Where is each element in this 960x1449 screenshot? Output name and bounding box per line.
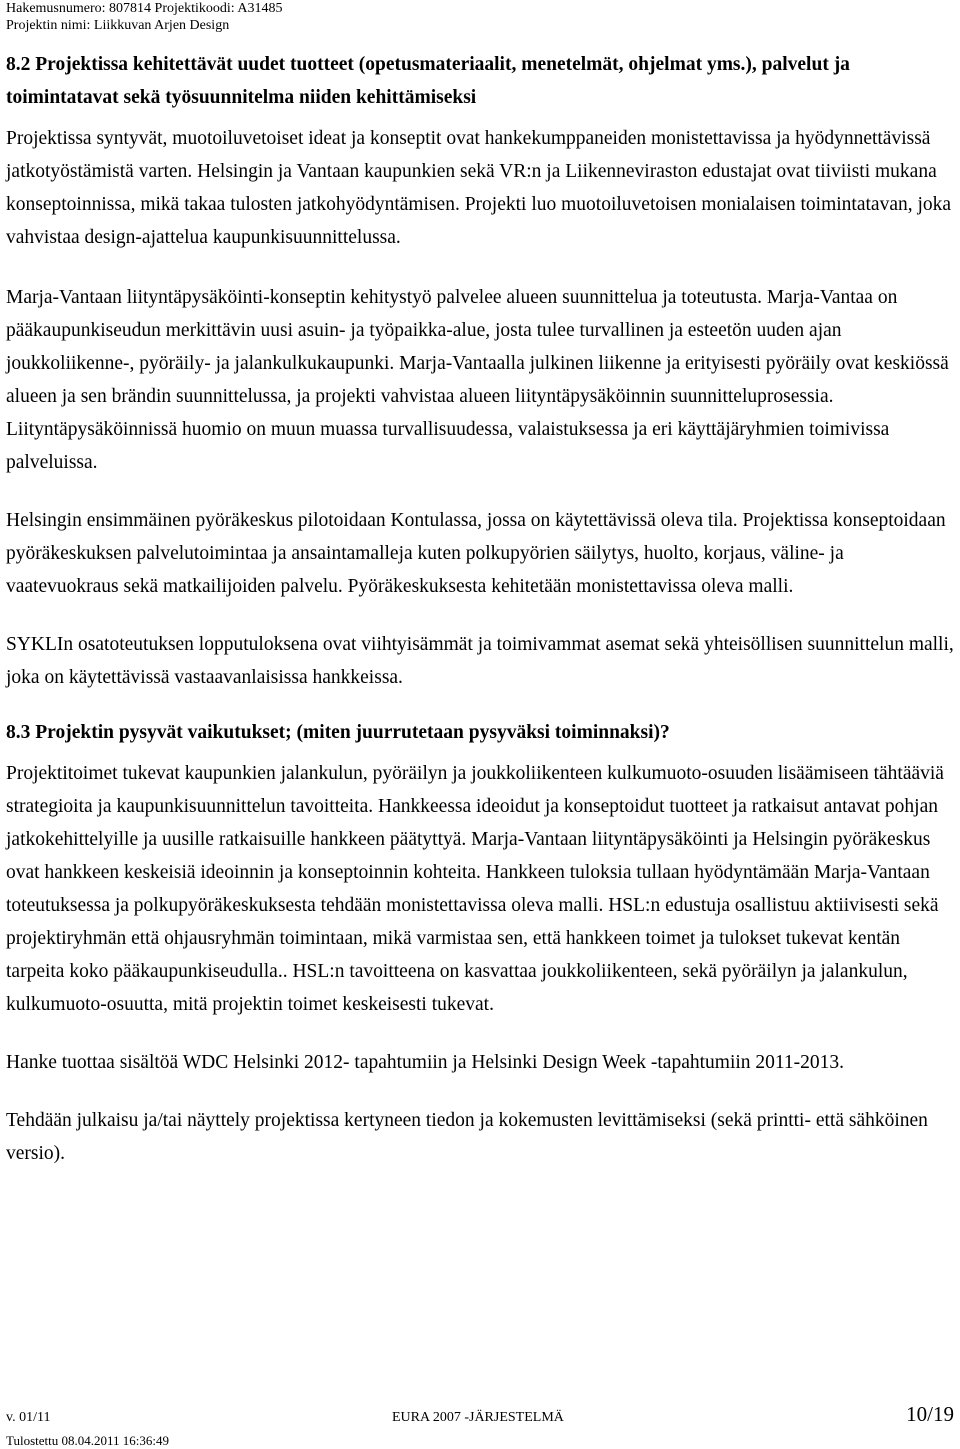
page-header bbox=[6, 0, 282, 34]
section-8-2-heading: 8.2 Projektissa kehitettävät uudet tuotteet (opetusmateriaalit, menetelmät, ohjelmat yms.), palvelut ja toimintatavat sekä työsuunnitelma niiden kehittämiseksi bbox=[6, 54, 850, 108]
section-8-2-paragraph-1: Projektissa syntyvät, muotoiluvetoiset ideat ja konseptit ovat hankekumppaneiden monistettavissa ja hyödynnettävissä jatkotyöstämistä varten. Helsingin ja Vantaan kaupunkien sekä VR:n ja Liikenneviraston edustajat ovat tiiviisti mukana konseptoinnissa, mikä takaa tulosten jatkohyödyntämisen. Projekti luo muotoiluvetoisen monialaisen toimintatavan, joka vahvistaa design-ajattelua kaupunkisuunnittelussa. bbox=[6, 128, 952, 248]
section-8-2-paragraph-2: Marja-Vantaan liityntäpysäköinti-konseptin kehitystyö palvelee alueen suunnittelua ja toteutusta. Marja-Vantaa on pääkaupunkiseudun merkittävin uusi asuin- ja työpaikka-alue, josta tulee turvallinen ja esteetön uuden ajan joukkoliikenne-, pyöräily- ja jalankulkukaupunki. Marja-Vantaalla julkinen liikenne ja erityisesti pyöräily ovat keskiössä alueen ja sen brändin suunnittelussa, ja projekti vahvistaa alueen liityntäpysäköinnin suunnitteluprosessia. Liityntäpysäköinnissä huomio on muun muassa turvallisuudessa, valaistuksessa ja eri käyttäjäryhmien toimivissa palveluissa. bbox=[6, 287, 949, 473]
section-8-3-paragraph-1: Projektitoimet tukevat kaupunkien jalankulun, pyöräilyn ja joukkoliikenteen kulkumuoto-osuuden lisäämiseen tähtääviä strategioita ja kaupunkisuunnittelun tavoitteita. Hankkeessa ideoidut ja konseptoidut tuotteet ja ratkaisut antavat pohjan jatkokehittelyille ja uusille ratkaisuille hankkeen päätyttyä. Marja-Vantaan liityntäpysäköinti ja Helsingin pyöräkeskus ovat hankkeen keskeisiä ideoinnin ja konseptoinnin kohteita. Hankkeen tuloksia tullaan hyödyntämään Marja-Vantaan toteutuksessa ja polkupyöräkeskuksesta tehdään monistettavissa oleva malli. HSL:n edustuja osallistuu aktiivisesti sekä projektiryhmän että ohjausryhmän toimintaan, mikä varmistaa sen, että hankkeen toimet ja tulokset tukevat kentän tarpeita koko pääkaupunkiseudulla.. HSL:n tavoitteena on kasvattaa joukkoliikenteen, sekä pyöräilyn ja jalankulun, kulkumuoto-osuutta, mitä projektin toimet keskeisesti tukevat. bbox=[6, 763, 944, 1015]
section-8-3-paragraph-2: Hanke tuottaa sisältöä WDC Helsinki 2012- tapahtumiin ja Helsinki Design Week -tapahtumiin 2011-2013. bbox=[6, 1052, 845, 1073]
project-name: Projektin nimi: Liikkuvan Arjen Design bbox=[6, 18, 230, 33]
form-version: v. 01/11 bbox=[6, 1410, 51, 1425]
section-8-2-paragraph-3: Helsingin ensimmäinen pyöräkeskus pilotoidaan Kontulassa, jossa on käytettävissä oleva tila. Projektissa konseptoidaan pyöräkeskuksen palvelutoimintaa ja ansaintamalleja kuten polkupyörien säilytys, huolto, korjaus, väline- ja vaatevuokraus sekä matkailijoiden palvelu. Pyöräkeskuksesta kehitetään monistettavissa oleva malli. bbox=[6, 510, 946, 597]
system-name: EURA 2007 -JÄRJESTELMÄ bbox=[392, 1410, 564, 1425]
printed-timestamp: Tulostettu 08.04.2011 16:36:49 bbox=[6, 1433, 170, 1448]
application-number: Hakemusnumero: 807814 Projektikoodi: A31485 bbox=[6, 1, 283, 16]
section-8-3-heading: 8.3 Projektin pysyvät vaikutukset; (miten juurrutetaan pysyväksi toiminnaksi)? bbox=[6, 722, 670, 743]
page-footer bbox=[0, 1400, 960, 1449]
document-body bbox=[6, 48, 956, 1170]
page-number: 10/19 bbox=[906, 1402, 954, 1426]
section-8-2-paragraph-4: SYKLIn osatoteutuksen lopputuloksena ovat viihtyisämmät ja toimivammat asemat sekä yhteisöllisen suunnittelun malli, joka on käytettävissä vastaavanlaisissa hankkeissa. bbox=[6, 634, 954, 688]
section-8-3-paragraph-3: Tehdään julkaisu ja/tai näyttely projektissa kertyneen tiedon ja kokemusten levittämiseksi (sekä printti- että sähköinen versio). bbox=[6, 1110, 928, 1164]
